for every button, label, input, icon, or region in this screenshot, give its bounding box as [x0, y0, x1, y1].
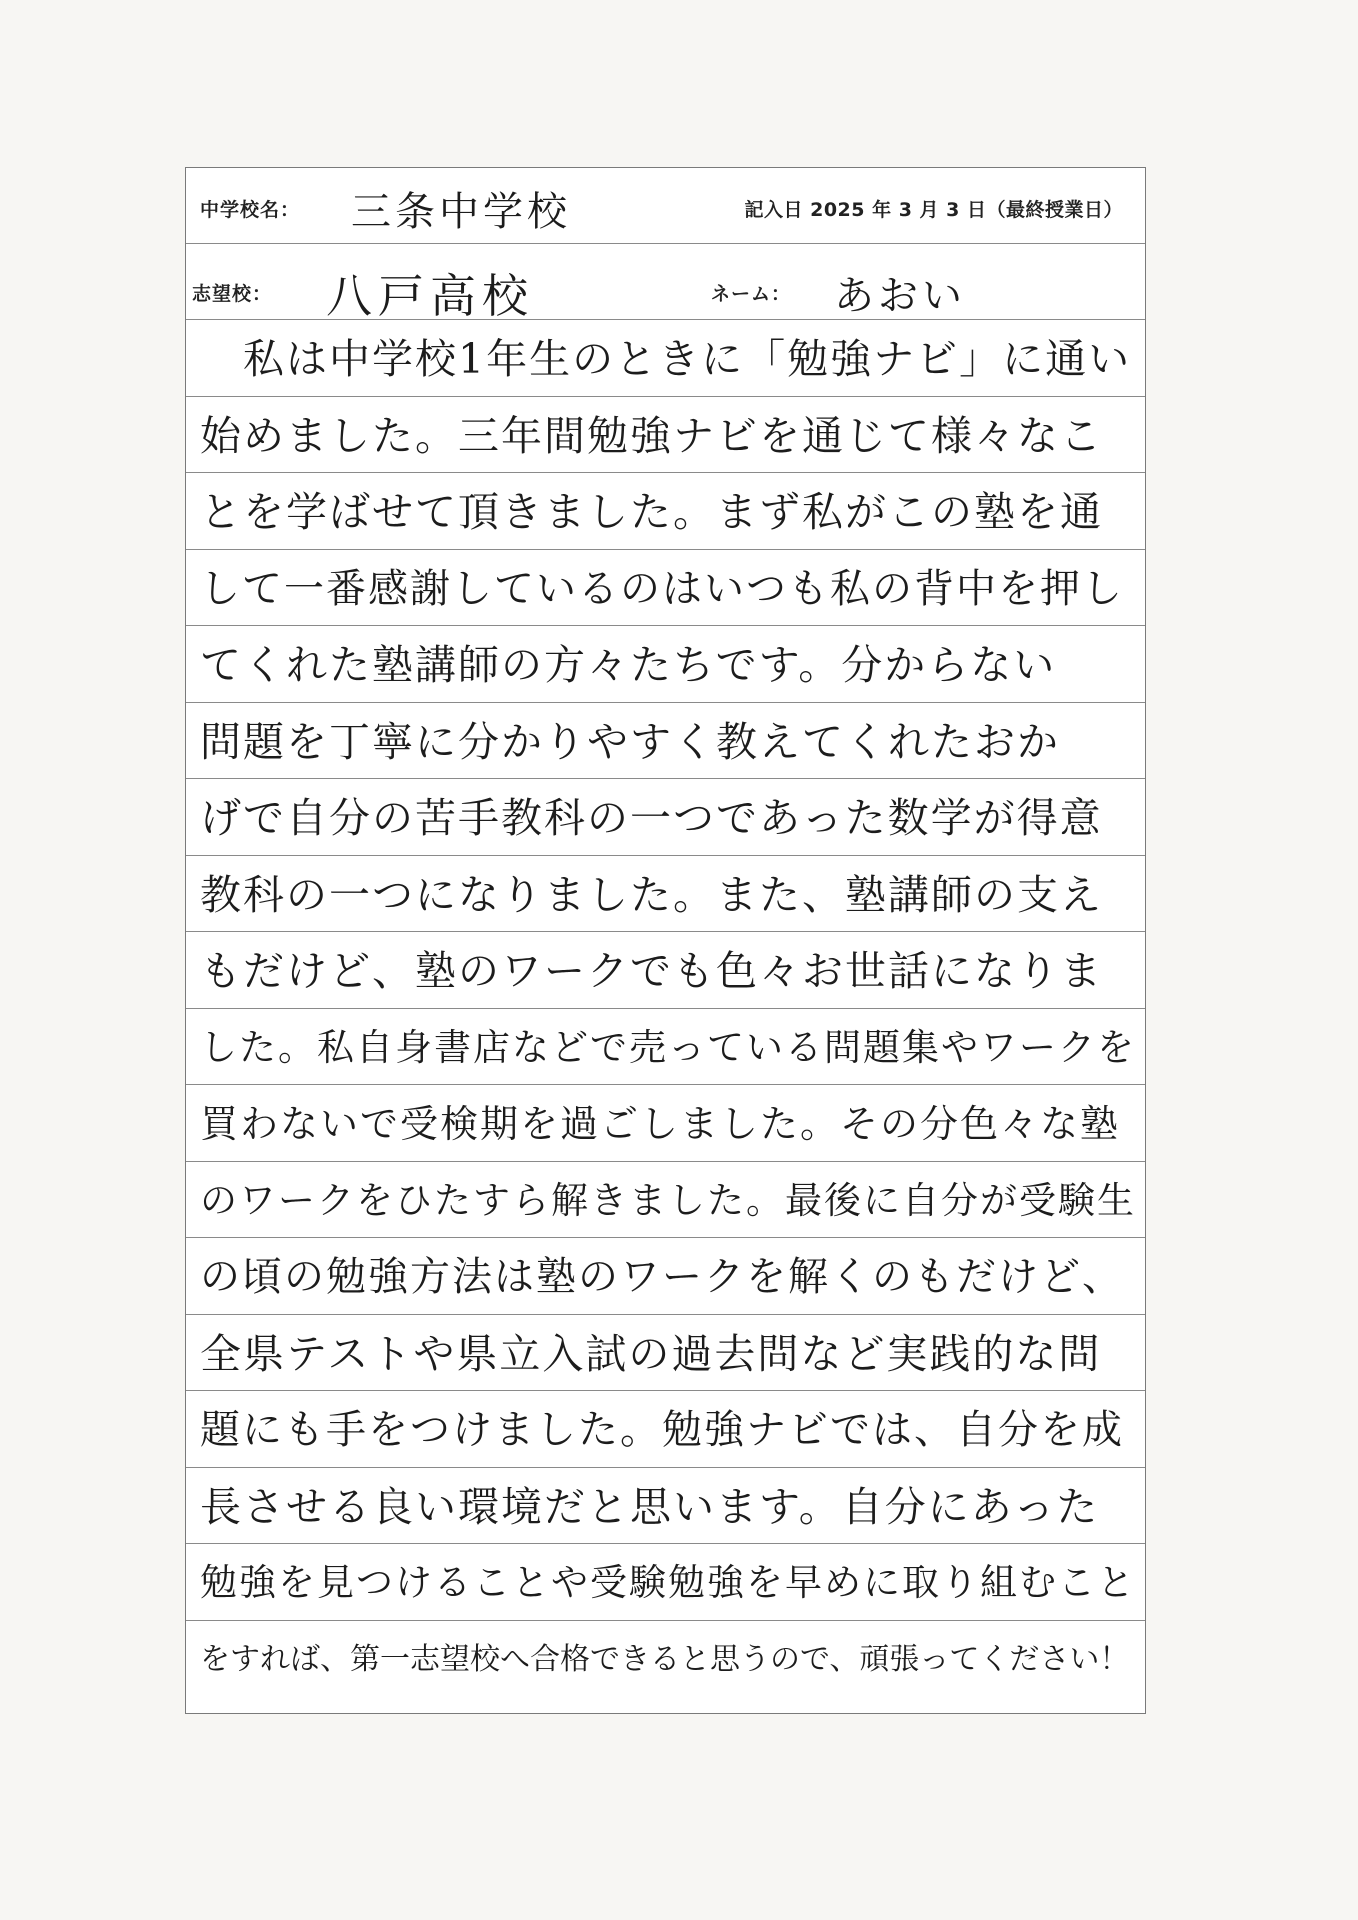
- essay-line-text: をすれば、第一志望校へ合格できると思うので、頑張ってください！: [200, 1641, 1130, 1677]
- essay-line: [186, 1391, 1145, 1468]
- essay-line-text: 私は中学校1年生のときに「勉強ナビ」に通い: [200, 335, 1132, 383]
- name-value: あおい: [834, 273, 966, 319]
- essay-line-text: 題にも手をつけました。勉強ナビでは、自分を成: [200, 1407, 1124, 1453]
- essay-line-text: 買わないで受検期を過ごしました。その分色々な塾: [200, 1102, 1121, 1146]
- essay-line: [186, 932, 1145, 1009]
- essay-line: [186, 779, 1145, 856]
- essay-line: [186, 397, 1145, 474]
- essay-line: [186, 320, 1145, 397]
- essay-line-text: 勉強を見つけることや受験勉強を早めに取り組むこと: [200, 1561, 1136, 1604]
- essay-line: [186, 1162, 1145, 1239]
- essay-line: [186, 473, 1145, 550]
- essay-line: [186, 703, 1145, 780]
- essay-line: [186, 856, 1145, 933]
- school-name-label: 中学校名：: [200, 199, 301, 221]
- essay-line-text: 長させる良い環境だと思います。自分にあった: [200, 1482, 1100, 1531]
- essay-line-text: 教科の一つになりました。また、塾講師の支え: [200, 870, 1103, 919]
- essay-line: [186, 1085, 1145, 1162]
- essay-line-text: した。私自身書店などで売っている問題集やワークを: [200, 1025, 1136, 1069]
- essay-line-text: てくれた塾講師の方々たちです。分からない: [200, 641, 1057, 689]
- essay-line-text: もだけど、塾のワークでも色々お世話になりま: [200, 947, 1103, 995]
- target-school-label: 志望校：: [192, 283, 273, 305]
- essay-line: [186, 1315, 1145, 1392]
- essay-line: [186, 1544, 1145, 1621]
- essay-line: [186, 1238, 1145, 1315]
- name-label: ネーム：: [711, 283, 792, 305]
- essay-line-text: 全県テストや県立入試の過去問など実践的な問: [200, 1329, 1102, 1378]
- essay-line-text: とを学ばせて頂きました。まず私がこの塾を通: [200, 488, 1103, 536]
- target-school-value: 八戸高校: [326, 269, 534, 323]
- essay-line-text: して一番感謝しているのはいつも私の背中を押し: [200, 565, 1124, 612]
- essay-line: [186, 626, 1145, 703]
- essay-line: [186, 1621, 1145, 1698]
- essay-line-text: 問題を丁寧に分かりやすく教えてくれたおか: [200, 717, 1060, 766]
- header-target-row: [186, 244, 1145, 323]
- essay-body: [186, 320, 1145, 1697]
- essay-line: [186, 550, 1145, 627]
- entry-date: 記入日 2025 年 3 月 3 日（最終授業日）: [744, 199, 1123, 221]
- essay-line: [186, 1468, 1145, 1545]
- essay-line: [186, 1009, 1145, 1086]
- essay-line-text: のワークをひたすら解きました。最後に自分が受験生: [200, 1178, 1136, 1222]
- essay-line-text: げで自分の苦手教科の一つであった数学が得意: [200, 794, 1103, 842]
- essay-line-text: 始めました。三年間勉強ナビを通じて様々なこ: [200, 411, 1103, 460]
- school-name-value: 三条中学校: [351, 189, 571, 235]
- header-school-row: [186, 168, 1145, 244]
- essay-line-text: の頃の勉強方法は塾のワークを解くのもだけど、: [200, 1254, 1124, 1300]
- essay-sheet: [185, 167, 1146, 1714]
